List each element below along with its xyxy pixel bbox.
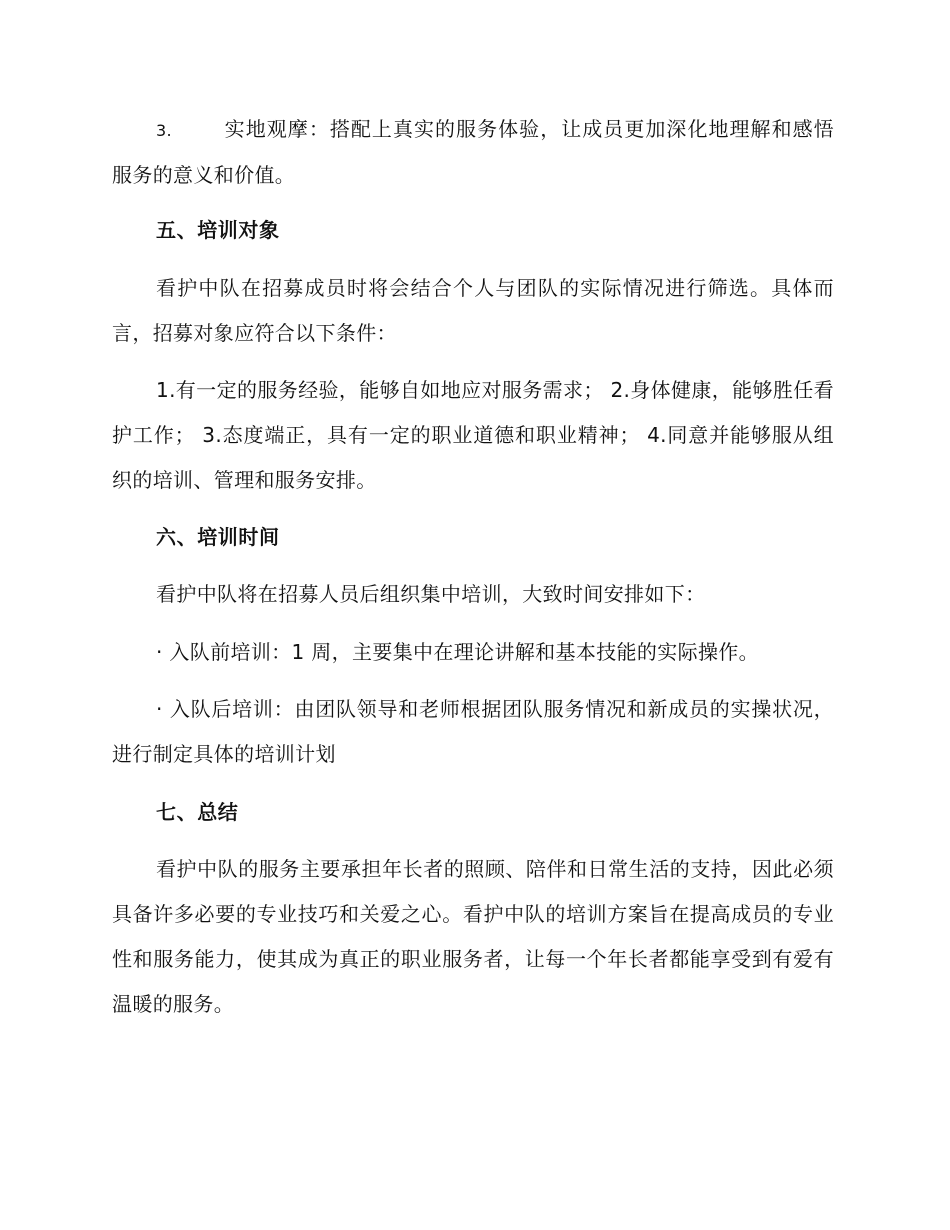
section-5-heading: 五、培训对象 <box>156 218 280 242</box>
item-3-text: 实地观摩：搭配上真实的服务体验，让成员更加深化地理解和感悟服务的意义和价值。 <box>112 117 834 187</box>
section-6-bullet-2: · 入队后培训：由团队领导和老师根据团队服务情况和新成员的实操状况，进行制定具体的培训计划 <box>112 697 834 766</box>
section-6-heading: 六、培训时间 <box>156 525 280 549</box>
section-5-paragraph-2: 1.有一定的服务经验，能够自如地应对服务需求； 2.身体健康，能够胜任看护工作； 3.态度端正，具有一定的职业道德和职业精神； 4.同意并能够服从组织的培训、管理和服务安排。 <box>112 378 834 492</box>
section-7-heading: 七、总结 <box>156 800 239 824</box>
section-6-bullet-1: · 入队前培训：1 周，主要集中在理论讲解和基本技能的实际操作。 <box>156 640 759 664</box>
item-3-number: 3. <box>156 121 172 140</box>
section-6-paragraph-1: 看护中队将在招募人员后组织集中培训，大致时间安排如下： <box>156 582 706 606</box>
item-3-paragraph <box>112 107 834 198</box>
section-5-paragraph-1: 看护中队在招募成员时将会结合个人与团队的实际情况进行筛选。具体而言，招募对象应符合以下条件： <box>112 276 834 345</box>
section-7-paragraph-1: 看护中队的服务主要承担年长者的照顾、陪伴和日常生活的支持，因此必须具备许多必要的专业技巧和关爱之心。看护中队的培训方案旨在提高成员的专业性和服务能力，使其成为真正的职业服务者，让每一个年长者都能享受到有爱有温暖的服务。 <box>112 857 834 1016</box>
